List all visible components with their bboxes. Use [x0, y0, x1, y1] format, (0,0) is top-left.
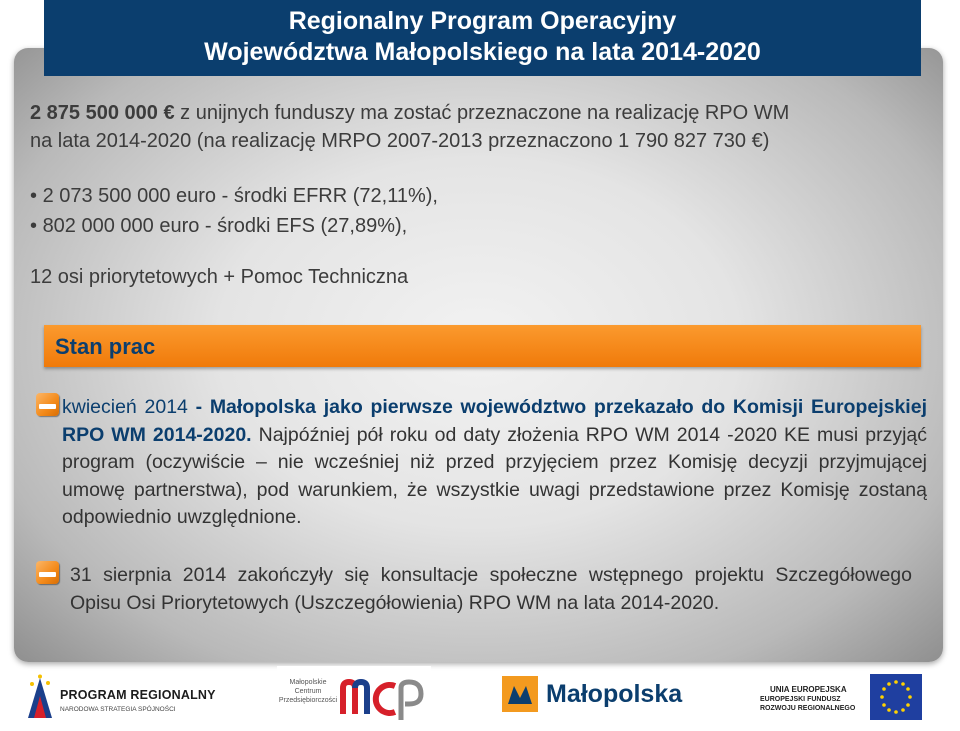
status-item-1 [62, 394, 927, 532]
title-line-2: Województwa Małopolskiego na lata 2014-2020 [204, 38, 761, 66]
intro-line1-rest: z unijnych funduszy ma zostać przeznaczone na realizację RPO WM [174, 102, 790, 124]
nss-emblem-icon [24, 674, 56, 720]
eu-line3: ROZWOJU REGIONALNEGO [760, 705, 856, 712]
intro-paragraph [30, 99, 910, 155]
malopolska-emblem-icon [502, 676, 538, 712]
eu-fund-logo [760, 672, 930, 724]
item-date: kwiecień 2014 [62, 396, 188, 418]
program-regionalny-name: PROGRAM REGIONALNY [60, 688, 216, 702]
list-item: • 2 073 500 000 euro - środki EFRR (72,11%), [30, 181, 910, 211]
mcp-mark-icon [339, 674, 427, 724]
title-line-1: Regionalny Program Operacyjny [288, 7, 677, 35]
section-header-bar [44, 325, 921, 367]
checkbox-icon [36, 393, 59, 416]
status-item-2: 31 sierpnia 2014 zakończyły się konsultacje społeczne wstępnego projektu Szczegółowego Opisu Osi Priorytetowych (Uszczegółowienia) RPO WM na lata 2014-2020. [70, 564, 912, 614]
item-bold-text: - Małopolska jako pierwsze województwo przekazało do Komisji Europejskiej RPO WM 2014-2020. [62, 396, 927, 446]
program-regionalny-logo [24, 672, 214, 724]
checkbox-icon [36, 561, 59, 584]
footer-logos [0, 664, 960, 731]
eu-line1: UNIA EUROPEJSKA [770, 685, 847, 694]
list-item: • 802 000 000 euro - środki EFS (27,89%), [30, 211, 910, 241]
priority-axes-text: 12 osi priorytetowych + Pomoc Techniczna [30, 266, 409, 288]
intro-amount: 2 875 500 000 € [30, 102, 175, 124]
intro-line2: na lata 2014-2020 (na realizację MRPO 2007-2013 przeznaczono 1 790 827 730 €) [30, 130, 770, 152]
malopolska-logo [502, 674, 692, 716]
malopolska-name: Małopolska [546, 680, 683, 708]
section-heading: Stan prac [55, 334, 156, 359]
program-regionalny-subtitle: NARODOWA STRATEGIA SPÓJNOŚCI [60, 706, 176, 713]
slide-title [44, 0, 921, 76]
item-rest-text: Najpóźniej pół roku od daty złożenia RPO WM 2014 -2020 KE musi przyjąć program (oczywiście – nie wcześniej niż przed przyjęciem przez Komisję decyzji przyjmującej umowę partnerstwa), pod warunkiem, że wszystkie uwagi przedstawione przez Komisję zostaną odpowiednio uwzględnione. [62, 423, 927, 528]
mcp-logo [277, 666, 431, 728]
funds-list [30, 181, 910, 241]
mcp-text: Małopolskie Centrum Przedsiębiorczości [278, 679, 338, 704]
eu-line2: EUROPEJSKI FUNDUSZ [760, 696, 841, 703]
eu-flag-icon [870, 674, 922, 720]
